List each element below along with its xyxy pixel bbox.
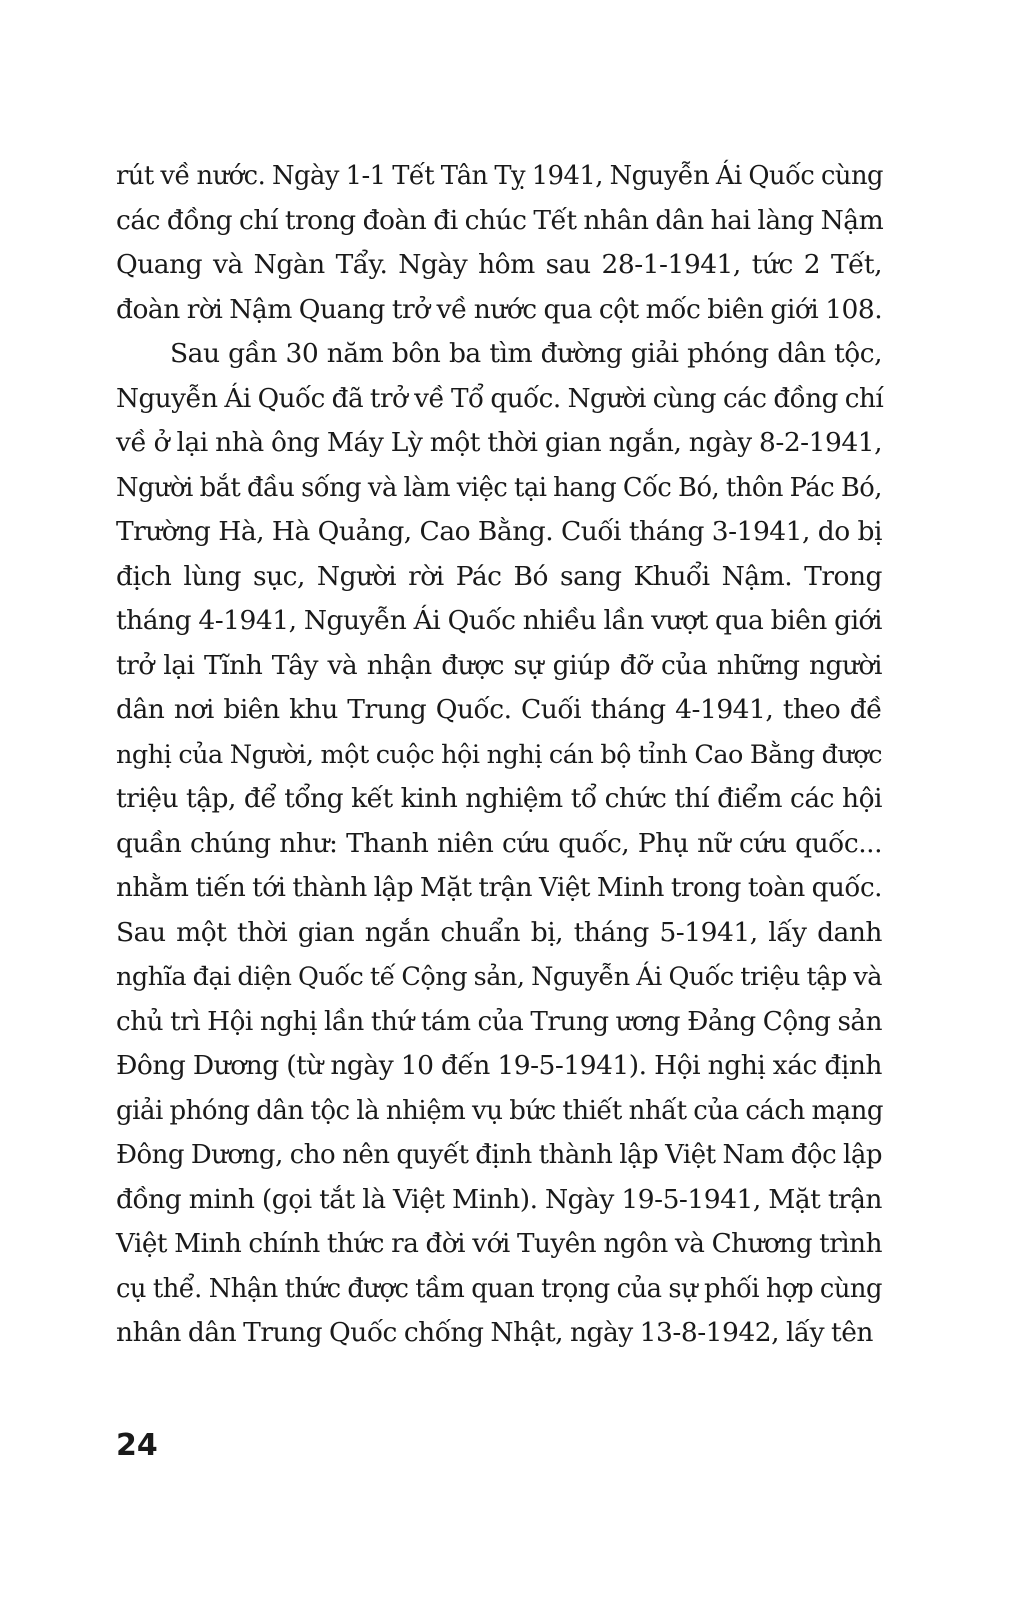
text-line: Quang và Ngàn Tẩy. Ngày hôm sau 28-1-1941, tức 2 Tết, (116, 249, 882, 280)
text-line: địch lùng sục, Người rời Pác Bó sang Khuổi Nậm. Trong (116, 560, 882, 592)
text-line: cụ thể. Nhận thức được tầm quan trọng của sự phối hợp cùng (116, 1273, 882, 1304)
text-line: nghị của Người, một cuộc hội nghị cán bộ tỉnh Cao Bằng được (116, 739, 882, 770)
text-line: Đông Dương (từ ngày 10 đến 19-5-1941). Hội nghị xác định (116, 1050, 882, 1081)
text-line: dân nơi biên khu Trung Quốc. Cuối tháng 4-1941, theo đề (116, 694, 882, 725)
text-line: Trường Hà, Hà Quảng, Cao Bằng. Cuối tháng 3-1941, do bị (116, 516, 882, 547)
page-number: 24 (116, 1428, 158, 1463)
text-line: quần chúng như: Thanh niên cứu quốc, Phụ nữ cứu quốc... (116, 827, 882, 859)
text-line: chủ trì Hội nghị lần thứ tám của Trung ương Đảng Cộng sản (116, 1006, 882, 1037)
paragraph (116, 332, 882, 1356)
text-line: Việt Minh chính thức ra đời với Tuyên ngôn và Chương trình (116, 1229, 882, 1259)
text-line: rút về nước. Ngày 1-1 Tết Tân Tỵ 1941, Nguyễn Ái Quốc cùng (116, 161, 884, 191)
text-line: nhằm tiến tới thành lập Mặt trận Việt Minh trong toàn quốc. (116, 873, 882, 903)
text-line: về ở lại nhà ông Máy Lỳ một thời gian ngắn, ngày 8-2-1941, (116, 427, 882, 458)
text-line: đoàn rời Nậm Quang trở về nước qua cột mốc biên giới 108. (116, 293, 883, 325)
text-line: Đông Dương, cho nên quyết định thành lập Việt Nam độc lập (116, 1140, 882, 1170)
text-line: tháng 4-1941, Nguyễn Ái Quốc nhiều lần vượt qua biên giới (116, 605, 882, 636)
text-line: Người bắt đầu sống và làm việc tại hang Cốc Bó, thôn Pác Bó, (116, 472, 882, 503)
text-line: đồng minh (gọi tắt là Việt Minh). Ngày 19-5-1941, Mặt trận (116, 1183, 882, 1215)
paragraph (116, 154, 882, 332)
text-line: triệu tập, để tổng kết kinh nghiệm tổ chức thí điểm các hội (116, 783, 882, 814)
text-line: giải phóng dân tộc là nhiệm vụ bức thiết nhất của cách mạng (116, 1095, 884, 1126)
text-line: nhân dân Trung Quốc chống Nhật, ngày 13-8-1942, lấy tên (116, 1317, 873, 1348)
body-text (116, 154, 882, 1356)
text-line: trở lại Tĩnh Tây và nhận được sự giúp đỡ của những người (116, 649, 882, 681)
text-line: Nguyễn Ái Quốc đã trở về Tổ quốc. Người cùng các đồng chí (116, 383, 884, 414)
text-line: nghĩa đại diện Quốc tế Cộng sản, Nguyễn Ái Quốc triệu tập và (116, 962, 882, 992)
text-line: Sau một thời gian ngắn chuẩn bị, tháng 5-1941, lấy danh (116, 916, 882, 948)
text-line: các đồng chí trong đoàn đi chúc Tết nhân dân hai làng Nậm (116, 204, 884, 236)
text-line: Sau gần 30 năm bôn ba tìm đường giải phóng dân tộc, (170, 338, 882, 369)
